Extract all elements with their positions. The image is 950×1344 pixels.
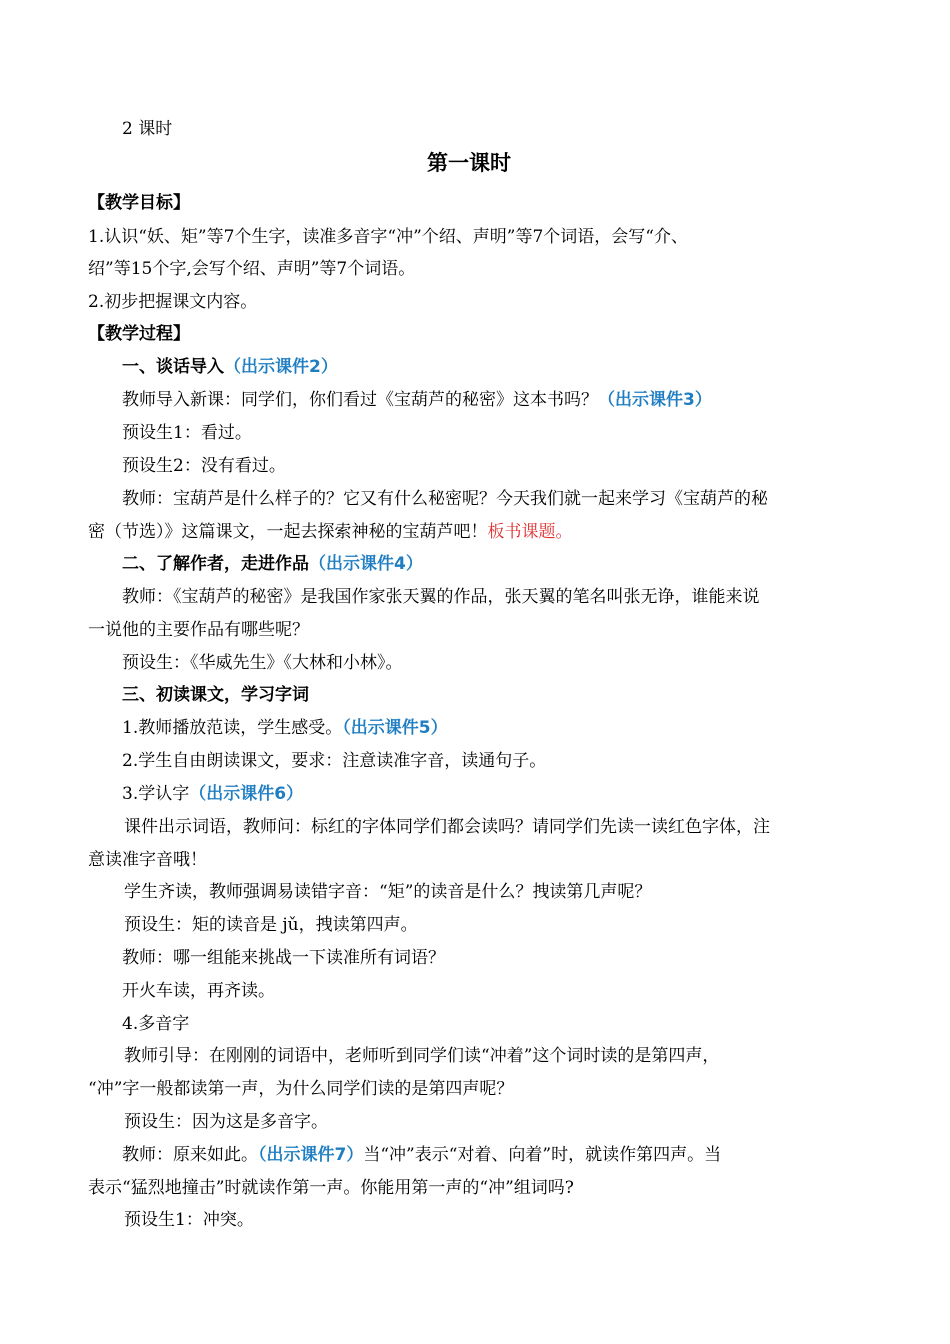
paragraph — [122, 717, 448, 739]
section-1-heading — [122, 356, 338, 378]
paragraph-text: 教师导入新课：同学们，你们看过《宝葫芦的秘密》这本书吗？ — [122, 390, 598, 410]
board-note: 板书课题。 — [487, 522, 573, 542]
paragraph: 预设生：《华威先生》《大林和小林》。 — [122, 653, 403, 673]
paragraph: 教师：哪一组能来挑战一下读准所有词语？ — [122, 948, 445, 968]
courseware-ref: （出示课件6） — [189, 784, 304, 804]
paragraph-line — [88, 521, 573, 543]
process-heading: 【教学过程】 — [88, 324, 190, 344]
paragraph: 预设生：因为这是多音字。 — [124, 1112, 328, 1132]
paragraph-text: 当“冲”表示“对着、向着”时，就读作第四声。当 — [363, 1145, 722, 1165]
section-3-title: 三、初读课文，学习字词 — [122, 685, 309, 705]
paragraph-line: 表示“猛烈地撞击”时就读作第一声。你能用第一声的“冲”组词吗? — [88, 1178, 574, 1198]
class-hours: 2 课时 — [122, 119, 173, 139]
paragraph-line: 教师：宝葫芦是什么样子的？它又有什么秘密呢？今天我们就一起来学习《宝葫芦的秘 — [122, 489, 768, 509]
paragraph-line — [122, 1144, 721, 1166]
paragraph-text: 1.教师播放范读，学生感受。 — [122, 718, 343, 738]
paragraph: 4.多音字 — [122, 1014, 190, 1034]
courseware-ref: （出示课件2） — [224, 357, 338, 377]
paragraph: 开火车读，再齐读。 — [122, 981, 275, 1001]
paragraph: 预设生1：冲突。 — [124, 1210, 254, 1230]
goal-1-line-1: 1.认识“妖、矩”等7个生字，读准多音字“冲”个绍、声明”等7个词语，会写“介、 — [88, 227, 688, 247]
paragraph-text: 密（节选）》这篇课文，一起去探索神秘的宝葫芦吧！ — [88, 522, 488, 542]
courseware-ref: （出示课件5） — [342, 718, 448, 738]
section-2-heading — [122, 553, 423, 575]
paragraph: 学生齐读，教师强调易读错字音：“矩”的读音是什么？拽读第几声呢？ — [124, 882, 652, 902]
paragraph-line: 课件出示词语，教师问：标红的字体同学们都会读吗？请同学们先读一读红色字体，注 — [124, 817, 770, 837]
goal-1-line-2: 绍”等15个字,会写个绍、声明”等7个词语。 — [88, 259, 416, 279]
paragraph-line: 一说他的主要作品有哪些呢？ — [88, 620, 309, 640]
paragraph-text: 教师：原来如此。 — [122, 1145, 258, 1165]
paragraph-line: 教师引导：在刚刚的词语中，老师听到同学们读“冲着”这个词时读的是第四声， — [124, 1046, 720, 1066]
paragraph: 预设生：矩的读音是 jǔ，拽读第四声。 — [124, 915, 418, 935]
lesson-title: 第一课时 — [427, 151, 511, 175]
paragraph-text: 3.学认字 — [122, 784, 190, 804]
section-2-title: 二、了解作者，走进作品 — [122, 554, 309, 574]
paragraph-line: 教师：《宝葫芦的秘密》是我国作家张天翼的作品，张天翼的笔名叫张无诤，谁能来说 — [122, 587, 760, 607]
paragraph — [122, 783, 303, 805]
paragraph-line: “冲”字一般都读第一声，为什么同学们读的是第四声呢？ — [88, 1079, 514, 1099]
goal-2: 2.初步把握课文内容。 — [88, 292, 258, 312]
courseware-ref: （出示课件4） — [309, 554, 423, 574]
goals-heading: 【教学目标】 — [88, 193, 190, 213]
paragraph: 预设生1：看过。 — [122, 423, 252, 443]
paragraph-line: 意读准字音哦！ — [88, 850, 207, 870]
paragraph: 预设生2：没有看过。 — [122, 456, 286, 476]
courseware-ref: （出示课件3） — [598, 390, 712, 410]
courseware-ref: （出示课件7） — [258, 1145, 364, 1165]
paragraph: 2.学生自由朗读课文，要求：注意读准字音，读通句子。 — [122, 751, 547, 771]
paragraph — [122, 389, 712, 411]
section-1-title: 一、谈话导入 — [122, 357, 224, 377]
